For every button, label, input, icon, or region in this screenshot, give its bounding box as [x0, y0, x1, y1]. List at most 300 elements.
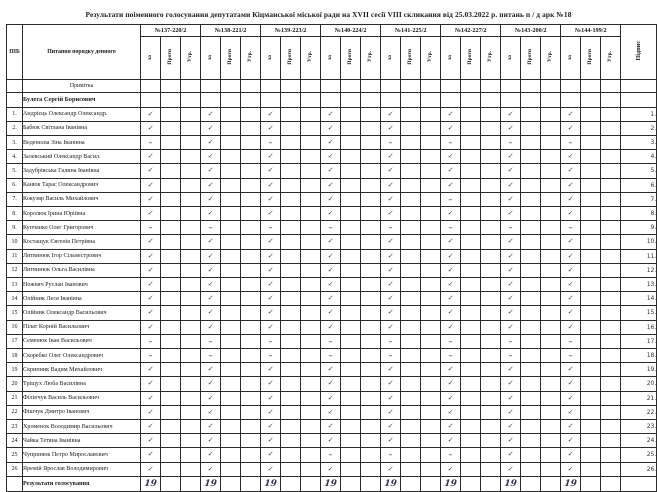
signature-cell[interactable]: 20.	[621, 377, 657, 391]
vote-cell[interactable]: ✓	[321, 206, 341, 220]
signature-cell[interactable]: 9.	[621, 221, 657, 235]
vote-cell[interactable]	[241, 135, 261, 149]
vote-cell[interactable]: ✓	[321, 249, 341, 263]
vote-cell[interactable]	[361, 192, 381, 206]
vote-cell[interactable]	[421, 377, 441, 391]
vote-cell[interactable]	[461, 93, 481, 108]
vote-cell[interactable]	[361, 121, 381, 135]
vote-cell[interactable]: –	[381, 334, 401, 348]
vote-cell[interactable]	[541, 164, 561, 178]
signature-cell[interactable]: 2.	[621, 121, 657, 135]
vote-cell[interactable]: ✓	[201, 377, 221, 391]
vote-cell[interactable]: –	[501, 135, 521, 149]
vote-cell[interactable]	[181, 448, 201, 462]
vote-cell[interactable]: ✓	[321, 135, 341, 149]
vote-cell[interactable]	[521, 306, 541, 320]
vote-cell[interactable]	[401, 320, 421, 334]
vote-cell[interactable]: ✓	[441, 419, 461, 433]
vote-cell[interactable]: ✓	[201, 292, 221, 306]
vote-cell[interactable]	[601, 249, 621, 263]
vote-cell[interactable]: ✓	[381, 320, 401, 334]
vote-cell[interactable]: ✓	[201, 206, 221, 220]
vote-cell[interactable]	[321, 93, 341, 108]
vote-cell[interactable]: –	[441, 221, 461, 235]
vote-cell[interactable]: –	[441, 348, 461, 362]
vote-cell[interactable]	[521, 150, 541, 164]
vote-cell[interactable]	[601, 434, 621, 448]
vote-cell[interactable]	[341, 178, 361, 192]
vote-cell[interactable]	[281, 448, 301, 462]
vote-cell[interactable]	[181, 434, 201, 448]
vote-cell[interactable]	[361, 235, 381, 249]
vote-cell[interactable]	[481, 263, 501, 277]
signature-cell[interactable]: 15.	[621, 306, 657, 320]
vote-cell[interactable]	[421, 348, 441, 362]
vote-cell[interactable]: ✓	[141, 178, 161, 192]
vote-cell[interactable]	[241, 178, 261, 192]
vote-cell[interactable]	[601, 405, 621, 419]
vote-cell[interactable]: –	[261, 221, 281, 235]
vote-cell[interactable]	[281, 263, 301, 277]
vote-cell[interactable]	[161, 221, 181, 235]
vote-cell[interactable]	[581, 192, 601, 206]
vote-cell[interactable]: ✓	[261, 192, 281, 206]
vote-cell[interactable]: ✓	[141, 306, 161, 320]
vote-cell[interactable]: –	[321, 348, 341, 362]
vote-cell[interactable]	[461, 306, 481, 320]
vote-cell[interactable]	[521, 135, 541, 149]
vote-cell[interactable]: ✓	[321, 192, 341, 206]
vote-cell[interactable]	[221, 107, 241, 121]
vote-cell[interactable]	[581, 235, 601, 249]
vote-cell[interactable]	[541, 377, 561, 391]
vote-cell[interactable]: –	[501, 348, 521, 362]
vote-cell[interactable]	[401, 405, 421, 419]
vote-cell[interactable]	[361, 363, 381, 377]
vote-cell[interactable]	[281, 320, 301, 334]
vote-cell[interactable]: ✓	[321, 235, 341, 249]
vote-cell[interactable]	[481, 334, 501, 348]
vote-cell[interactable]	[241, 434, 261, 448]
vote-cell[interactable]	[461, 249, 481, 263]
vote-cell[interactable]	[541, 320, 561, 334]
vote-cell[interactable]: ✓	[441, 263, 461, 277]
vote-cell[interactable]: ✓	[561, 235, 581, 249]
vote-cell[interactable]	[481, 306, 501, 320]
vote-cell[interactable]: ✓	[501, 434, 521, 448]
vote-cell[interactable]: ✓	[501, 263, 521, 277]
vote-cell[interactable]	[241, 419, 261, 433]
vote-cell[interactable]	[581, 249, 601, 263]
vote-cell[interactable]	[601, 419, 621, 433]
vote-cell[interactable]: ✓	[201, 178, 221, 192]
vote-cell[interactable]: ✓	[381, 107, 401, 121]
vote-cell[interactable]	[361, 448, 381, 462]
vote-cell[interactable]	[281, 164, 301, 178]
vote-cell[interactable]	[301, 121, 321, 135]
vote-cell[interactable]: ✓	[381, 377, 401, 391]
vote-cell[interactable]	[401, 263, 421, 277]
vote-cell[interactable]: ✓	[261, 150, 281, 164]
vote-cell[interactable]	[481, 150, 501, 164]
vote-cell[interactable]	[401, 206, 421, 220]
vote-cell[interactable]	[221, 121, 241, 135]
vote-cell[interactable]	[221, 277, 241, 291]
vote-cell[interactable]: –	[561, 135, 581, 149]
vote-cell[interactable]	[481, 164, 501, 178]
signature-cell[interactable]: 4.	[621, 150, 657, 164]
vote-cell[interactable]: ✓	[261, 178, 281, 192]
vote-cell[interactable]	[401, 377, 421, 391]
vote-cell[interactable]	[161, 377, 181, 391]
vote-cell[interactable]: ✓	[501, 448, 521, 462]
vote-cell[interactable]	[521, 377, 541, 391]
vote-cell[interactable]: ✓	[261, 434, 281, 448]
vote-cell[interactable]: –	[561, 348, 581, 362]
vote-cell[interactable]	[341, 277, 361, 291]
vote-cell[interactable]: ✓	[321, 434, 341, 448]
vote-cell[interactable]	[181, 107, 201, 121]
vote-cell[interactable]	[361, 107, 381, 121]
vote-cell[interactable]	[141, 93, 161, 108]
vote-cell[interactable]	[301, 206, 321, 220]
vote-cell[interactable]: ✓	[261, 206, 281, 220]
signature-cell[interactable]: 8.	[621, 206, 657, 220]
vote-cell[interactable]	[281, 235, 301, 249]
vote-cell[interactable]	[461, 377, 481, 391]
vote-cell[interactable]	[161, 320, 181, 334]
vote-cell[interactable]	[341, 263, 361, 277]
vote-cell[interactable]: ✓	[501, 192, 521, 206]
vote-cell[interactable]: ✓	[501, 206, 521, 220]
vote-cell[interactable]	[481, 292, 501, 306]
vote-cell[interactable]: ✓	[261, 363, 281, 377]
vote-cell[interactable]	[581, 348, 601, 362]
vote-cell[interactable]	[481, 178, 501, 192]
vote-cell[interactable]	[461, 292, 481, 306]
vote-cell[interactable]	[221, 377, 241, 391]
vote-cell[interactable]	[281, 121, 301, 135]
vote-cell[interactable]: ✓	[141, 107, 161, 121]
vote-cell[interactable]	[541, 263, 561, 277]
vote-cell[interactable]	[161, 192, 181, 206]
vote-cell[interactable]	[341, 306, 361, 320]
vote-cell[interactable]	[341, 320, 361, 334]
vote-cell[interactable]	[461, 320, 481, 334]
vote-cell[interactable]	[241, 221, 261, 235]
vote-cell[interactable]	[301, 377, 321, 391]
vote-cell[interactable]	[541, 363, 561, 377]
vote-cell[interactable]	[241, 334, 261, 348]
vote-cell[interactable]: ✓	[501, 292, 521, 306]
vote-cell[interactable]: ✓	[201, 121, 221, 135]
vote-cell[interactable]	[161, 462, 181, 476]
vote-cell[interactable]	[301, 434, 321, 448]
vote-cell[interactable]: ✓	[321, 377, 341, 391]
vote-cell[interactable]: –	[561, 334, 581, 348]
vote-cell[interactable]	[421, 405, 441, 419]
vote-cell[interactable]	[461, 121, 481, 135]
vote-cell[interactable]	[221, 419, 241, 433]
vote-cell[interactable]	[281, 363, 301, 377]
vote-cell[interactable]	[221, 178, 241, 192]
vote-cell[interactable]: ✓	[141, 462, 161, 476]
vote-cell[interactable]	[401, 93, 421, 108]
vote-cell[interactable]	[481, 363, 501, 377]
vote-cell[interactable]	[601, 221, 621, 235]
vote-cell[interactable]	[181, 277, 201, 291]
vote-cell[interactable]	[521, 434, 541, 448]
vote-cell[interactable]: ✓	[441, 292, 461, 306]
vote-cell[interactable]: ✓	[441, 320, 461, 334]
vote-cell[interactable]	[361, 249, 381, 263]
vote-cell[interactable]	[361, 164, 381, 178]
vote-cell[interactable]	[581, 93, 601, 108]
vote-cell[interactable]	[301, 306, 321, 320]
vote-cell[interactable]	[161, 348, 181, 362]
vote-cell[interactable]	[281, 135, 301, 149]
vote-cell[interactable]	[521, 249, 541, 263]
vote-cell[interactable]	[461, 434, 481, 448]
vote-cell[interactable]: ✓	[321, 107, 341, 121]
vote-cell[interactable]: ✓	[381, 391, 401, 405]
vote-cell[interactable]: –	[441, 135, 461, 149]
vote-cell[interactable]	[421, 121, 441, 135]
vote-cell[interactable]: ✓	[321, 277, 341, 291]
vote-cell[interactable]	[221, 334, 241, 348]
vote-cell[interactable]	[281, 462, 301, 476]
vote-cell[interactable]	[461, 448, 481, 462]
vote-cell[interactable]	[481, 277, 501, 291]
vote-cell[interactable]: ✓	[561, 405, 581, 419]
vote-cell[interactable]	[421, 135, 441, 149]
vote-cell[interactable]: ✓	[381, 405, 401, 419]
vote-cell[interactable]	[221, 235, 241, 249]
vote-cell[interactable]: ✓	[381, 263, 401, 277]
vote-cell[interactable]	[181, 405, 201, 419]
vote-cell[interactable]: ✓	[201, 363, 221, 377]
vote-cell[interactable]	[581, 164, 601, 178]
vote-cell[interactable]	[281, 93, 301, 108]
vote-cell[interactable]: ✓	[381, 292, 401, 306]
vote-cell[interactable]: ✓	[441, 235, 461, 249]
vote-cell[interactable]	[241, 93, 261, 108]
vote-cell[interactable]	[161, 419, 181, 433]
vote-cell[interactable]	[541, 391, 561, 405]
vote-cell[interactable]: ✓	[561, 377, 581, 391]
vote-cell[interactable]	[221, 320, 241, 334]
vote-cell[interactable]: ✓	[441, 277, 461, 291]
vote-cell[interactable]	[501, 93, 521, 108]
vote-cell[interactable]: ✓	[441, 206, 461, 220]
vote-cell[interactable]	[361, 334, 381, 348]
vote-cell[interactable]	[181, 377, 201, 391]
signature-cell[interactable]: 25.	[621, 448, 657, 462]
vote-cell[interactable]	[521, 221, 541, 235]
vote-cell[interactable]	[241, 107, 261, 121]
vote-cell[interactable]	[401, 221, 421, 235]
vote-cell[interactable]	[281, 306, 301, 320]
vote-cell[interactable]	[341, 107, 361, 121]
vote-cell[interactable]	[161, 391, 181, 405]
vote-cell[interactable]: –	[501, 334, 521, 348]
vote-cell[interactable]	[481, 434, 501, 448]
vote-cell[interactable]	[241, 292, 261, 306]
vote-cell[interactable]	[341, 93, 361, 108]
vote-cell[interactable]	[361, 263, 381, 277]
vote-cell[interactable]	[601, 334, 621, 348]
vote-cell[interactable]: ✓	[141, 121, 161, 135]
vote-cell[interactable]: ✓	[261, 405, 281, 419]
vote-cell[interactable]	[221, 150, 241, 164]
vote-cell[interactable]	[541, 192, 561, 206]
vote-cell[interactable]	[401, 434, 421, 448]
vote-cell[interactable]	[341, 150, 361, 164]
vote-cell[interactable]: ✓	[261, 462, 281, 476]
vote-cell[interactable]	[461, 419, 481, 433]
vote-cell[interactable]	[561, 93, 581, 108]
vote-cell[interactable]	[481, 135, 501, 149]
signature-cell[interactable]	[621, 93, 657, 108]
vote-cell[interactable]	[421, 150, 441, 164]
vote-cell[interactable]	[161, 263, 181, 277]
vote-cell[interactable]	[541, 121, 561, 135]
vote-cell[interactable]	[181, 348, 201, 362]
vote-cell[interactable]: ✓	[381, 206, 401, 220]
vote-cell[interactable]	[521, 462, 541, 476]
vote-cell[interactable]: ✓	[561, 292, 581, 306]
vote-cell[interactable]: ✓	[201, 277, 221, 291]
signature-cell[interactable]: 21.	[621, 391, 657, 405]
vote-cell[interactable]	[521, 107, 541, 121]
vote-cell[interactable]: ✓	[201, 135, 221, 149]
vote-cell[interactable]	[401, 249, 421, 263]
vote-cell[interactable]	[461, 135, 481, 149]
signature-cell[interactable]: 5.	[621, 164, 657, 178]
vote-cell[interactable]	[241, 263, 261, 277]
vote-cell[interactable]	[161, 206, 181, 220]
vote-cell[interactable]	[541, 221, 561, 235]
vote-cell[interactable]	[521, 391, 541, 405]
vote-cell[interactable]	[401, 391, 421, 405]
vote-cell[interactable]	[221, 93, 241, 108]
vote-cell[interactable]	[461, 150, 481, 164]
vote-cell[interactable]	[521, 448, 541, 462]
vote-cell[interactable]	[521, 348, 541, 362]
vote-cell[interactable]	[521, 334, 541, 348]
vote-cell[interactable]	[521, 206, 541, 220]
vote-cell[interactable]	[541, 348, 561, 362]
signature-cell[interactable]: 16.	[621, 320, 657, 334]
vote-cell[interactable]	[361, 391, 381, 405]
vote-cell[interactable]: ✓	[561, 164, 581, 178]
vote-cell[interactable]	[161, 107, 181, 121]
signature-cell[interactable]: 26.	[621, 462, 657, 476]
signature-cell[interactable]: 18.	[621, 348, 657, 362]
signature-cell[interactable]: 6.	[621, 178, 657, 192]
vote-cell[interactable]	[221, 434, 241, 448]
vote-cell[interactable]: –	[141, 221, 161, 235]
vote-cell[interactable]	[581, 263, 601, 277]
vote-cell[interactable]	[401, 107, 421, 121]
vote-cell[interactable]	[521, 235, 541, 249]
vote-cell[interactable]: ✓	[201, 419, 221, 433]
vote-cell[interactable]: ✓	[381, 164, 401, 178]
vote-cell[interactable]	[341, 391, 361, 405]
vote-cell[interactable]	[421, 306, 441, 320]
vote-cell[interactable]	[161, 292, 181, 306]
vote-cell[interactable]: ✓	[321, 306, 341, 320]
vote-cell[interactable]: ✓	[261, 377, 281, 391]
vote-cell[interactable]: ✓	[561, 107, 581, 121]
vote-cell[interactable]	[401, 419, 421, 433]
vote-cell[interactable]	[301, 363, 321, 377]
vote-cell[interactable]	[581, 320, 601, 334]
vote-cell[interactable]	[481, 419, 501, 433]
vote-cell[interactable]	[181, 419, 201, 433]
vote-cell[interactable]	[341, 121, 361, 135]
vote-cell[interactable]	[301, 391, 321, 405]
vote-cell[interactable]: ✓	[561, 363, 581, 377]
vote-cell[interactable]	[181, 363, 201, 377]
vote-cell[interactable]	[401, 135, 421, 149]
vote-cell[interactable]	[281, 178, 301, 192]
vote-cell[interactable]	[541, 334, 561, 348]
vote-cell[interactable]: ✓	[321, 121, 341, 135]
vote-cell[interactable]: ✓	[501, 306, 521, 320]
vote-cell[interactable]: ✓	[441, 164, 461, 178]
vote-cell[interactable]: ✓	[501, 277, 521, 291]
vote-cell[interactable]	[521, 178, 541, 192]
vote-cell[interactable]	[401, 348, 421, 362]
vote-cell[interactable]: ✓	[321, 320, 341, 334]
vote-cell[interactable]	[461, 405, 481, 419]
vote-cell[interactable]	[281, 292, 301, 306]
vote-cell[interactable]	[181, 306, 201, 320]
vote-cell[interactable]	[221, 348, 241, 362]
vote-cell[interactable]	[541, 150, 561, 164]
vote-cell[interactable]	[181, 334, 201, 348]
vote-cell[interactable]: ✓	[321, 164, 341, 178]
vote-cell[interactable]: ✓	[381, 462, 401, 476]
vote-cell[interactable]	[241, 405, 261, 419]
vote-cell[interactable]	[401, 277, 421, 291]
vote-cell[interactable]	[581, 150, 601, 164]
vote-cell[interactable]	[541, 405, 561, 419]
vote-cell[interactable]	[481, 320, 501, 334]
vote-cell[interactable]	[421, 448, 441, 462]
vote-cell[interactable]	[481, 391, 501, 405]
vote-cell[interactable]	[421, 235, 441, 249]
vote-cell[interactable]: ✓	[441, 391, 461, 405]
vote-cell[interactable]: ✓	[141, 363, 161, 377]
vote-cell[interactable]	[241, 462, 261, 476]
vote-cell[interactable]	[161, 178, 181, 192]
vote-cell[interactable]: ✓	[381, 277, 401, 291]
vote-cell[interactable]: ✓	[561, 448, 581, 462]
vote-cell[interactable]	[381, 93, 401, 108]
vote-cell[interactable]	[341, 192, 361, 206]
vote-cell[interactable]	[521, 263, 541, 277]
vote-cell[interactable]: –	[201, 348, 221, 362]
vote-cell[interactable]	[461, 206, 481, 220]
vote-cell[interactable]	[221, 462, 241, 476]
vote-cell[interactable]	[601, 206, 621, 220]
vote-cell[interactable]	[461, 277, 481, 291]
vote-cell[interactable]	[201, 93, 221, 108]
vote-cell[interactable]	[581, 135, 601, 149]
vote-cell[interactable]	[541, 448, 561, 462]
